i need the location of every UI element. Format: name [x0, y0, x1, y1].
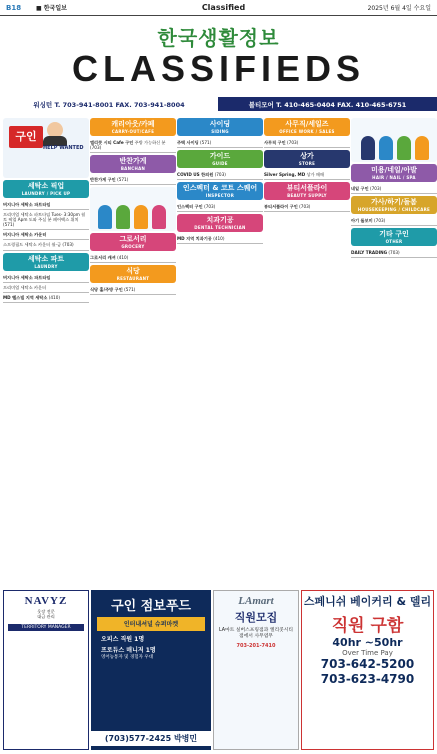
la-mart-phone[interactable]: 703-201-7410	[236, 643, 276, 649]
listing: 아기 돌보미 (703)	[351, 217, 437, 226]
bakery-title: 스페니쉬 베이커리 & 델리	[303, 595, 432, 608]
person-icon	[379, 136, 393, 160]
jumbo-position: 오피스 직원 1명	[101, 636, 145, 643]
category-header: 상가 STORE	[264, 150, 350, 168]
category-header: 식당 RESTAURANT	[90, 265, 176, 283]
masthead-korean: 한국생활정보	[157, 26, 280, 50]
page-number: B18	[6, 3, 22, 12]
spanish-bakery-ad[interactable]	[301, 590, 434, 750]
jumbo-title: 구인 점보푸드	[111, 599, 191, 614]
publisher-name: ■ 한국일보	[36, 5, 67, 12]
person-icon	[397, 136, 411, 160]
listing: MD 벨스빌 지역 세탁소 (410)	[3, 294, 89, 303]
category-header: 그로서리 GROCERY	[90, 233, 176, 251]
navyz-text: 옷장 전문 대금 관리	[37, 609, 55, 620]
column-3	[177, 116, 263, 586]
category-header: 가사/하기/돌봄 HOUSEKEEPING / CHILDCARE	[351, 196, 437, 214]
help-wanted-sign: 구인	[9, 126, 43, 148]
issue-date: 2025년 6월 4일 수요일	[367, 5, 431, 12]
listing: 버지니아 세탁소 카운터	[3, 231, 89, 240]
category-header: 세탁소 파트 LAUNDRY	[3, 253, 89, 271]
person-icon	[98, 205, 112, 229]
listing: 식당 홀/주방 구인 (571)	[90, 286, 176, 295]
baltimore-contact: 볼티모어 T. 410-465-0404 FAX. 410-465-6751	[218, 97, 437, 111]
la-mart-logo: LAmart	[238, 595, 274, 607]
help-wanted-text: HELP WANTED	[43, 145, 84, 151]
listing: 인스펙터 구인 (703)	[177, 203, 263, 212]
listing: 그로서리 캐셔 (410)	[90, 254, 176, 263]
listing: DAILY TRADING (703)	[351, 249, 437, 258]
person-icon	[415, 136, 429, 160]
jumbo-food-ad[interactable]	[91, 590, 211, 750]
category-header: 사이딩 SIDING	[177, 118, 263, 136]
navyz-logo: NAVYZ	[24, 595, 68, 607]
listing: 사무직 구인 (703)	[264, 139, 350, 148]
la-mart-headline: 직원모집	[234, 611, 278, 624]
la-mart-description: LA마트 실버스프링점과 엘리콧시티점에서 사무엽무	[219, 628, 293, 639]
listing: 버지니아 세탁소 파트타임	[3, 201, 89, 210]
team-graphic	[351, 118, 437, 162]
listing: 프리미엄 세탁소 카운터	[3, 284, 89, 293]
category-header: 미용/네일/아발 HAIR / NAIL / SPA	[351, 164, 437, 182]
category-header: 뷰티서플라이 BEAUTY SUPPLY	[264, 182, 350, 200]
navyz-position: TERRITORY MANAGER	[8, 624, 84, 631]
bakery-headline: 직원 구함	[331, 616, 404, 636]
page-header	[0, 0, 437, 16]
person-icon	[134, 205, 148, 229]
bakery-overtime: Over Time Pay	[342, 649, 393, 657]
bakery-phone-2[interactable]: 703-623-4790	[320, 672, 415, 686]
la-mart-ad[interactable]	[213, 590, 299, 750]
listing: 반찬가게 구인 (571)	[90, 176, 176, 185]
category-header: 사무직/세일즈 OFFICE WORK / SALES	[264, 118, 350, 136]
masthead	[0, 18, 437, 96]
category-header: 인스펙터 & 코트 스퀘어 INSPECTOR	[177, 182, 263, 200]
bakery-phone-1[interactable]: 703-642-5200	[320, 657, 415, 671]
person-icon	[361, 136, 375, 160]
listing: Silver Spring, MD 상가 매매	[264, 171, 350, 180]
listing: 엘리콧 시티 Cafe 구인 주방 가능하신 분 (703)	[90, 139, 176, 153]
section-title: Classified	[201, 3, 246, 12]
listing: 스프링필드 세탁소 카운터 월-금 (703)	[3, 241, 89, 250]
listing: 프리미엄 세탁소 파트타임 Tues- 3:30pm 월토 픽업 Apm 도와 주실 분 페어팩스 위치 (571)	[3, 211, 89, 230]
listing: 네일 구인 (703)	[351, 185, 437, 194]
listing: 버지니아 세탁소 파트타임	[3, 274, 89, 283]
listing: MD 지역 치과기공 (410)	[177, 235, 263, 244]
person-icon	[152, 205, 166, 229]
jumbo-position: 프로듀스 매니저 1명	[101, 647, 156, 654]
listing: COVID US 한의원 (703)	[177, 171, 263, 180]
dc-contact: 워싱턴 T. 703-941-8001 FAX. 703-941-8004	[0, 97, 218, 111]
staff-graphic	[90, 187, 176, 231]
category-header: 치과기공 DENTAL TECHNICIAN	[177, 214, 263, 232]
help-wanted-graphic	[3, 118, 89, 178]
listing: 뷰티서플라이 구인 (703)	[264, 203, 350, 212]
person-icon	[116, 205, 130, 229]
jumbo-note: 영어능통자 및 경험자 우대	[101, 655, 154, 660]
category-header: 기타 구인 OTHER	[351, 228, 437, 246]
navyz-ad[interactable]	[3, 590, 89, 750]
listing: 주택 사이딩 (571)	[177, 139, 263, 148]
masthead-english: CLASSIFIEDS	[71, 48, 366, 89]
bakery-hours: 40hr ~50hr	[332, 636, 403, 649]
column-1	[3, 116, 89, 586]
category-header: 가이드 GUIDE	[177, 150, 263, 168]
category-header: 반찬가게 BANCHAN	[90, 155, 176, 173]
category-header: 세탁소 픽업 LAUNDRY / PICK UP	[3, 180, 89, 198]
jumbo-subtitle: 인터내셔널 슈퍼마켓	[97, 617, 205, 631]
jumbo-phone[interactable]: (703)577-2425 박병민	[91, 731, 211, 746]
category-header: 캐리아웃/카페 CARRY-OUT/CAFE	[90, 118, 176, 136]
column-2	[90, 116, 176, 586]
column-4	[264, 116, 350, 586]
contact-bar	[0, 97, 437, 111]
column-5	[351, 116, 437, 586]
